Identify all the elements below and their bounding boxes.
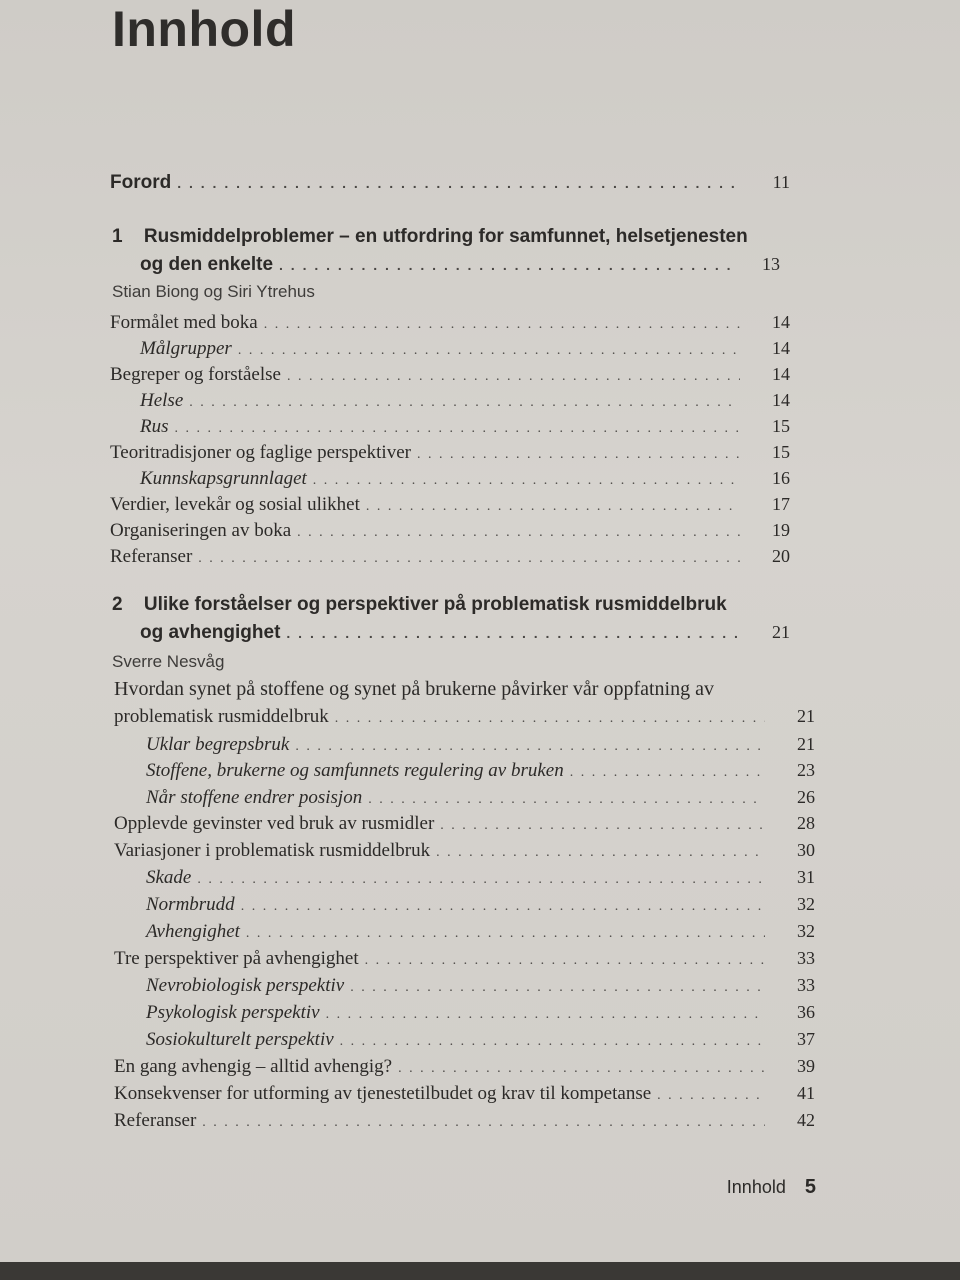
toc-entry[interactable] — [110, 546, 790, 568]
dot-leader — [313, 473, 740, 489]
dot-leader — [365, 953, 765, 969]
toc-page-number: 33 — [797, 975, 815, 995]
dot-leader — [335, 711, 765, 727]
toc-page-number: 37 — [797, 1029, 815, 1049]
toc-page-number: 31 — [797, 867, 815, 887]
dot-leader — [177, 175, 740, 191]
page-title: Innhold — [112, 1, 296, 57]
toc-entry-label: Organiseringen av boka — [110, 520, 292, 541]
toc-page-number: 14 — [772, 390, 790, 410]
toc-page-number: 21 — [797, 734, 815, 754]
toc-page-number: 20 — [772, 546, 790, 566]
toc-entry[interactable] — [140, 468, 790, 490]
toc-entry-forord[interactable] — [110, 172, 790, 194]
dot-leader — [287, 369, 740, 385]
toc-entry-label: Teoritradisjoner og faglige perspektiver — [110, 442, 411, 463]
toc-entry[interactable] — [146, 975, 815, 997]
toc-entry-label: Begreper og forståelse — [110, 364, 281, 385]
toc-entry[interactable] — [146, 1029, 815, 1051]
dot-leader — [436, 845, 765, 861]
toc-page-number: 14 — [772, 338, 790, 358]
toc-entry-label: Forord — [110, 172, 172, 193]
chapter-1-authors: Stian Biong og Siri Ytrehus — [112, 282, 315, 301]
toc-entry[interactable] — [146, 787, 815, 809]
toc-entry[interactable] — [146, 894, 815, 916]
dot-leader — [202, 1115, 765, 1131]
toc-page-number: 11 — [772, 172, 790, 192]
toc-entry-label: Rus — [140, 416, 169, 437]
toc-entry-label: Konsekvenser for utforming av tjenestetilbudet og krav til kompetanse — [114, 1083, 652, 1104]
dot-leader — [279, 257, 730, 273]
dot-leader — [368, 792, 765, 808]
toc-page-number: 23 — [797, 760, 815, 780]
dot-leader — [326, 1007, 765, 1023]
toc-entry-label: Referanser — [110, 546, 193, 567]
toc-entry[interactable] — [146, 867, 815, 889]
chapter-1-heading[interactable] — [112, 226, 748, 248]
toc-entry[interactable] — [110, 520, 790, 542]
toc-page-number: 16 — [772, 468, 790, 488]
dot-leader — [657, 1088, 765, 1104]
chapter-1-heading-line2[interactable] — [140, 254, 780, 276]
toc-page-number: 41 — [797, 1083, 815, 1103]
toc-page-number: 28 — [797, 813, 815, 833]
dot-leader — [570, 765, 765, 781]
toc-page-number: 13 — [762, 254, 780, 274]
toc-entry-label: Variasjoner i problematisk rusmiddelbruk — [114, 840, 431, 861]
chapter-number: 1 — [112, 226, 123, 247]
dot-leader — [241, 899, 765, 915]
toc-page-number: 39 — [797, 1056, 815, 1076]
toc-page-number: 21 — [772, 622, 790, 642]
toc-page-number: 33 — [797, 948, 815, 968]
dot-leader — [350, 980, 765, 996]
toc-entry-label: Tre perspektiver på avhengighet — [114, 948, 359, 969]
toc-page-number: 26 — [797, 787, 815, 807]
toc-entry-label: Normbrudd — [146, 894, 235, 915]
toc-entry-label: En gang avhengig – alltid avhengig? — [114, 1056, 393, 1077]
toc-entry-label: Helse — [140, 390, 184, 411]
toc-page-number: 42 — [797, 1110, 815, 1130]
dot-leader — [175, 421, 741, 437]
footer-label: Innhold — [726, 1177, 786, 1197]
toc-entry[interactable] — [110, 494, 790, 516]
toc-entry[interactable] — [110, 364, 790, 386]
dot-leader — [440, 818, 765, 834]
toc-entry[interactable] — [110, 312, 790, 334]
toc-entry-label: Referanser — [114, 1110, 197, 1131]
toc-entry-label: Opplevde gevinster ved bruk av rusmidler — [114, 813, 435, 834]
page-number: 5 — [804, 1176, 816, 1198]
toc-page-number: 32 — [797, 921, 815, 941]
toc-entry-label: Formålet med boka — [110, 312, 258, 333]
toc-entry-label: Nevrobiologisk perspektiv — [146, 975, 345, 996]
chapter-number: 2 — [112, 594, 123, 615]
dot-leader — [297, 525, 740, 541]
dot-leader — [417, 447, 740, 463]
chapter-title-line2: og avhengighet — [140, 622, 281, 643]
toc-entry[interactable] — [114, 948, 815, 970]
toc-page-number: 14 — [772, 364, 790, 384]
toc-entry[interactable] — [114, 813, 815, 835]
toc-entry[interactable] — [114, 1083, 815, 1105]
toc-page-number: 36 — [797, 1002, 815, 1022]
toc-entry[interactable] — [140, 390, 790, 412]
toc-entry-label: Stoffene, brukerne og samfunnets regulering av bruken — [146, 760, 564, 781]
toc-entry[interactable] — [140, 416, 790, 438]
chapter-title-line1: Rusmiddelproblemer – en utfordring for samfunnet, helsetjenesten — [143, 226, 748, 247]
toc-entry[interactable] — [114, 1110, 815, 1132]
toc-entry[interactable] — [114, 840, 815, 862]
toc-entry[interactable] — [146, 760, 815, 782]
toc-entry[interactable] — [146, 1002, 815, 1024]
toc-entry[interactable] — [114, 1056, 815, 1078]
toc-page-number: 19 — [772, 520, 790, 540]
dot-leader — [197, 872, 765, 888]
dot-leader — [398, 1061, 765, 1077]
chapter-title-line2: og den enkelte — [140, 254, 274, 275]
chapter-2-intro-line: Hvordan synet på stoffene og synet på brukerne påvirker vår oppfatning av — [114, 678, 714, 700]
toc-entry-label: Kunnskapsgrunnlaget — [140, 468, 307, 489]
chapter-title-line1: Ulike forståelser og perspektiver på problematisk rusmiddelbruk — [143, 594, 727, 615]
chapter-2-heading-line2[interactable] — [140, 622, 790, 644]
dot-leader — [286, 625, 740, 641]
dot-leader — [340, 1034, 765, 1050]
toc-entry-label: Sosiokulturelt perspektiv — [146, 1029, 334, 1050]
dot-leader — [264, 317, 740, 333]
toc-entry-label: Psykologisk perspektiv — [146, 1002, 320, 1023]
dot-leader — [198, 551, 740, 567]
toc-entry-label: Målgrupper — [140, 338, 232, 359]
toc-entry[interactable] — [140, 338, 790, 360]
page-footer — [727, 1176, 816, 1199]
dot-leader — [189, 395, 740, 411]
toc-entry-label: problematisk rusmiddelbruk — [114, 706, 329, 727]
dot-leader — [238, 343, 740, 359]
toc-page-number: 14 — [772, 312, 790, 332]
dot-leader — [366, 499, 740, 515]
toc-page-number: 32 — [797, 894, 815, 914]
toc-entry[interactable] — [146, 921, 815, 943]
toc-page-number: 15 — [772, 442, 790, 462]
toc-entry[interactable] — [146, 734, 815, 756]
toc-entry-label: Avhengighet — [146, 921, 240, 942]
toc-entry[interactable] — [110, 442, 790, 464]
toc-entry-label: Verdier, levekår og sosial ulikhet — [110, 494, 360, 515]
toc-entry-label: Skade — [146, 867, 192, 888]
chapter-2-authors: Sverre Nesvåg — [112, 652, 225, 671]
toc-entry[interactable] — [114, 706, 815, 728]
chapter-2-heading[interactable] — [112, 594, 727, 616]
toc-page-number: 30 — [797, 840, 815, 860]
dot-leader — [295, 739, 765, 755]
toc-page-number: 17 — [772, 494, 790, 514]
toc-entry-label: Uklar begrepsbruk — [146, 734, 290, 755]
toc-entry-label: Når stoffene endrer posisjon — [146, 787, 363, 808]
toc-page-number: 21 — [797, 706, 815, 726]
dot-leader — [246, 926, 765, 942]
toc-page-number: 15 — [772, 416, 790, 436]
